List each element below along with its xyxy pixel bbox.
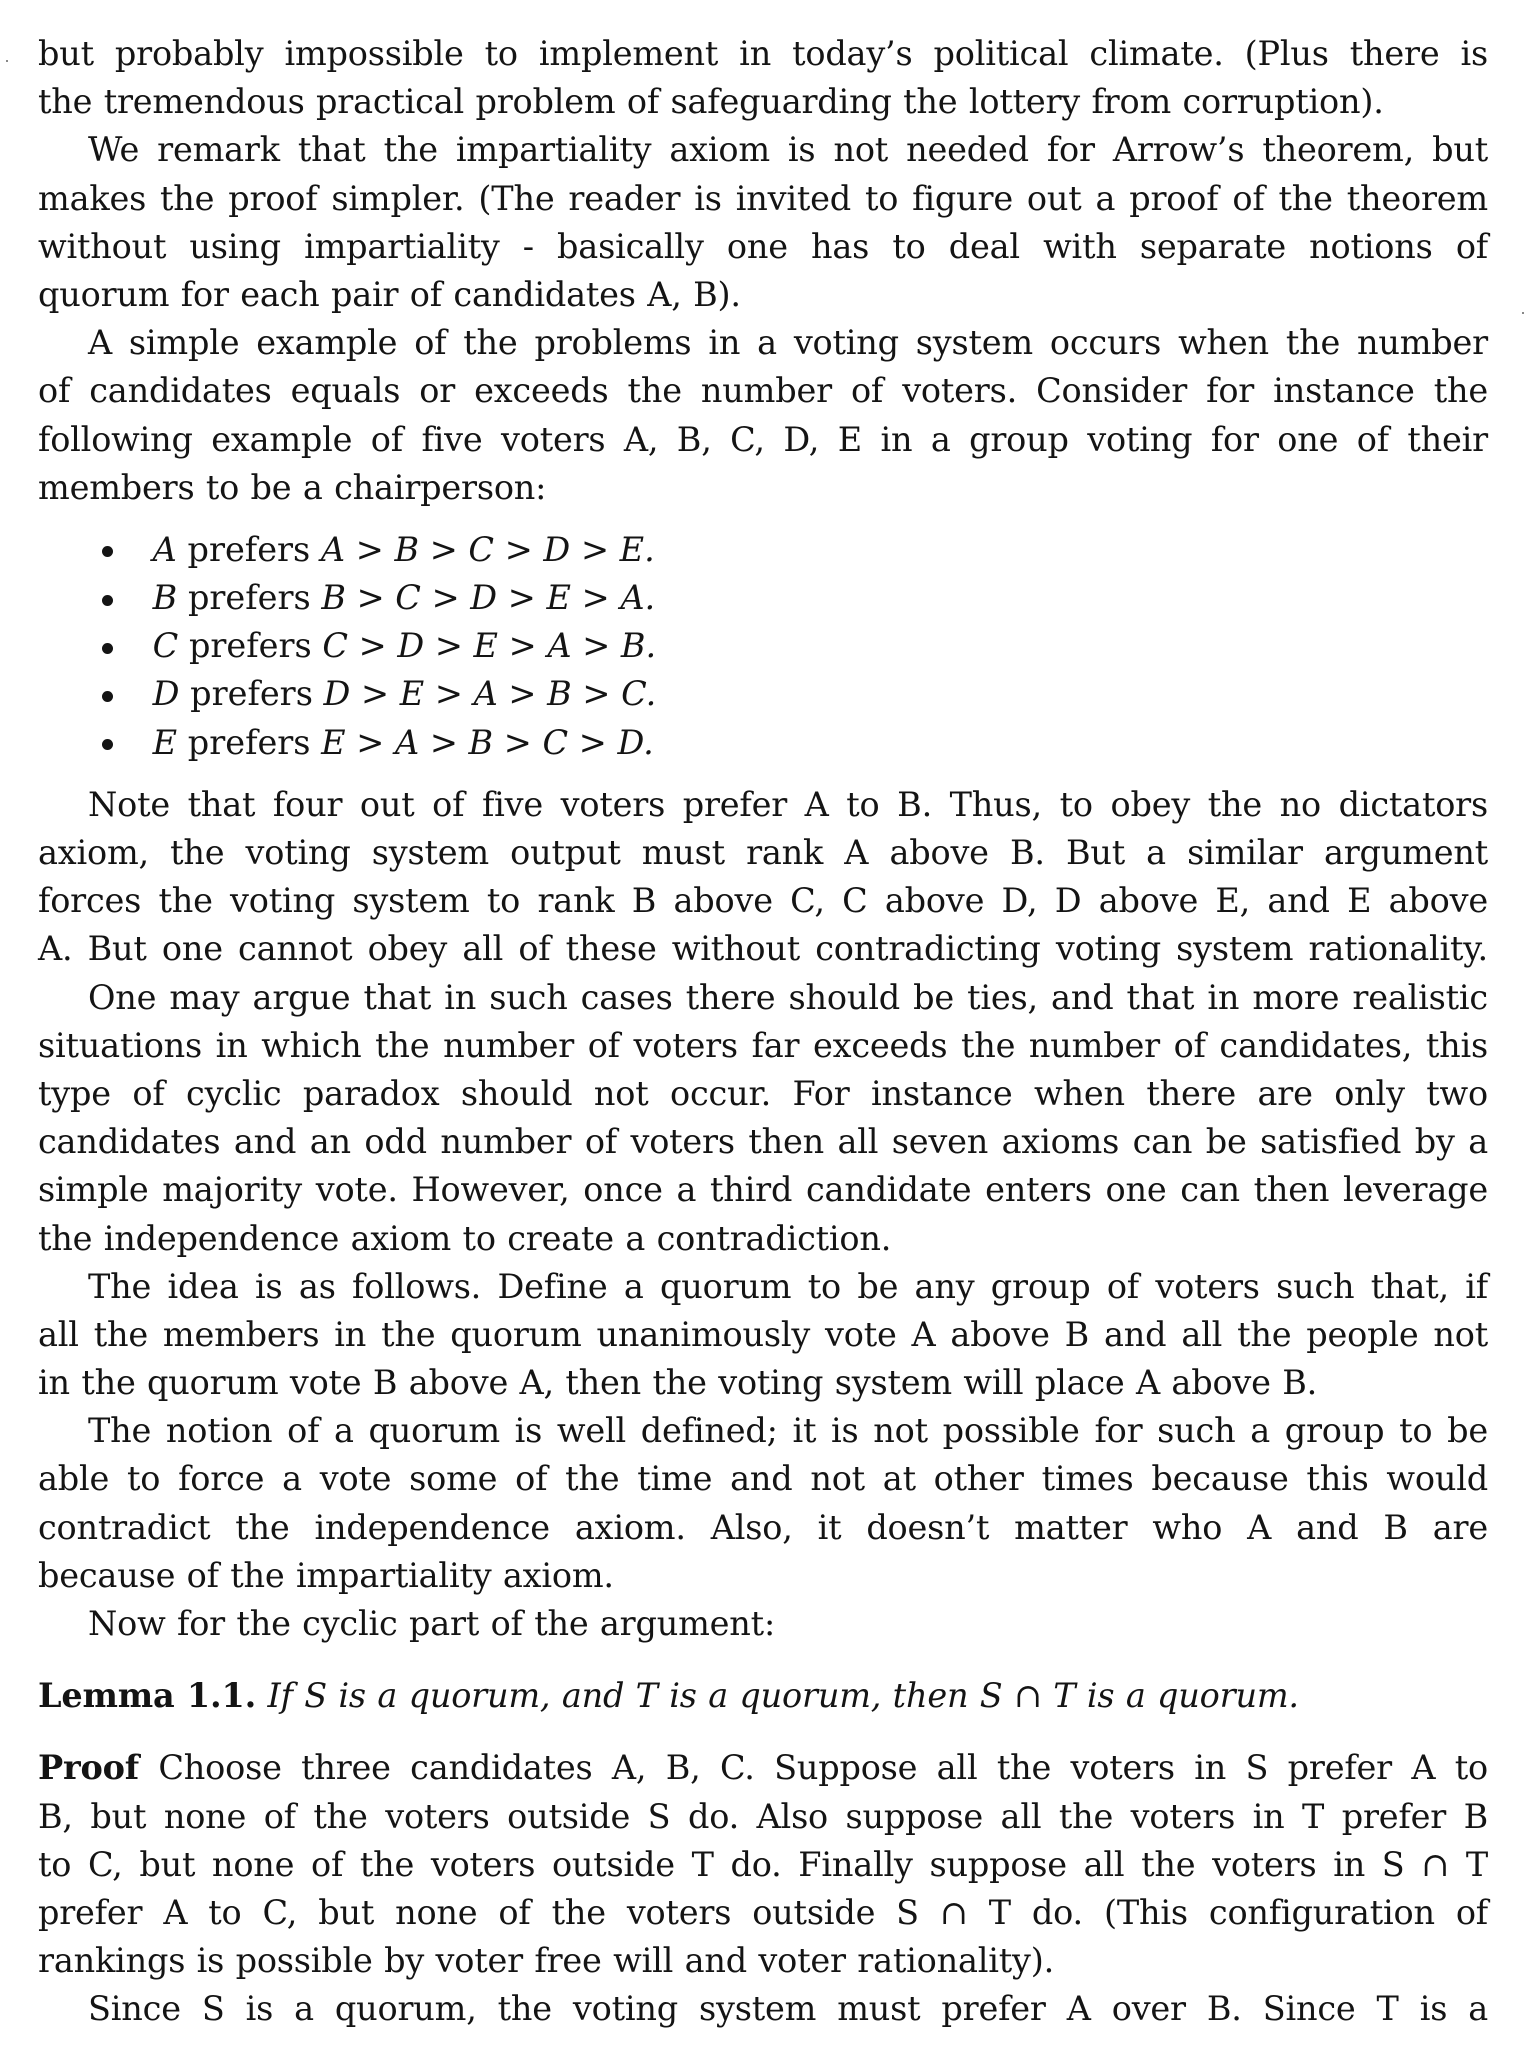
bullet-icon [98,670,142,718]
proof-first-line [38,1744,1488,1792]
preference-ranking: C > D > E > A > B. [322,626,657,666]
text-line: following example of five voters A, B, C, D, E in a group voting for one of their [38,419,1488,459]
preference-ranking: D > E > A > B > C. [323,674,657,714]
text-line: to C, but none of the voters outside T do. Finally suppose all the voters in S ∩ T [38,1844,1488,1884]
text-line: A simple example of the problems in a voting system occurs when the number [88,323,1488,363]
preference-ranking: A > B > C > D > E. [320,529,655,569]
text-line: simple majority vote. However, once a third candidate enters one can then leverage [38,1170,1488,1210]
text-line: in the quorum vote B above A, then the voting system will place A above B. [38,1363,1318,1403]
preference-list [38,526,1488,767]
lemma-line [38,1672,1488,1720]
preference-verb: prefers [190,674,313,714]
lemma-label: Lemma 1.1. [38,1676,257,1716]
paragraph-remark [38,126,1488,319]
paragraph-continuation [38,30,1488,126]
paragraph-ties [38,974,1488,1263]
lemma-statement: If S is a quorum, and T is a quorum, then S ∩ T is a quorum. [267,1676,1299,1716]
text-line: of candidates equals or exceeds the number of voters. Consider for instance the [38,371,1488,411]
voter-name: C [152,626,179,666]
voter-name: B [152,578,178,618]
bullet-icon [98,526,142,574]
paragraph-note [38,781,1488,974]
text-line: Since S is a quorum, the voting system must prefer A over B. Since T is a [88,1989,1488,2029]
preference-list-item [98,574,1488,622]
text-line: the tremendous practical problem of safeguarding the lottery from corruption). [38,82,1384,122]
text-line: One may argue that in such cases there should be ties, and that in more realistic [88,977,1488,1017]
text-line: able to force a vote some of the time and not at other times because this would [38,1459,1488,1499]
text-line: members to be a chairperson: [38,467,547,507]
voter-name: A [152,529,177,569]
text-line: because of the impartiality axiom. [38,1555,614,1595]
preference-ranking: E > A > B > C > D. [321,722,654,762]
text-line: the independence axiom to create a contradiction. [38,1218,892,1258]
text-line: contradict the independence axiom. Also, it doesn’t matter who A and B are [38,1507,1488,1547]
text-line: Note that four out of five voters prefer A to B. Thus, to obey the no dictators [88,784,1488,824]
text-line: The idea is as follows. Define a quorum to be any group of voters such that, if [88,1266,1488,1306]
voter-name: D [152,674,180,714]
preference-verb: prefers [187,722,311,762]
document-page [38,30,1488,2034]
bullet-icon [98,574,142,622]
proof-label: Proof [38,1748,139,1788]
proof-block [38,1744,1488,2033]
preference-list-item [98,719,1488,767]
text-line: forces the voting system to rank B above C, C above D, D above E, and E above [38,881,1488,921]
text-line: B, but none of the voters outside S do. Also suppose all the voters in T prefer B [38,1796,1488,1836]
preference-verb: prefers [187,529,311,569]
text-line: but probably impossible to implement in today’s political climate. (Plus there is [38,34,1488,73]
text-line: axiom, the voting system output must rank A above B. But a similar argument [38,833,1488,872]
text-line: candidates and an odd number of voters then all seven axioms can be satisfied by a [38,1122,1488,1162]
preference-list-item [98,670,1488,718]
preference-verb: prefers [188,626,312,666]
text-line: quorum for each pair of candidates A, B). [38,274,741,314]
text-line: Now for the cyclic part of the argument: [88,1604,776,1643]
lemma-block [38,1672,1488,1720]
text-line: without using impartiality - basically one has to deal with separate notions of [38,226,1488,266]
bullet-icon [98,622,142,670]
scan-speck [6,60,8,62]
text-line: type of cyclic paradox should not occur. For instance when there are only two [38,1073,1488,1113]
text-line-content: Choose three candidates A, B, C. Suppose all the voters in S prefer A to [158,1748,1488,1788]
text-line: all the members in the quorum unanimously vote A above B and all the people not [38,1314,1488,1354]
preference-list-item [98,526,1488,574]
text-line: situations in which the number of voters far exceeds the number of candidates, this [38,1025,1488,1065]
scan-speck [1522,312,1524,314]
text-line: rankings is possible by voter free will and voter rationality). [38,1941,1055,1981]
text-line: makes the proof simpler. (The reader is invited to figure out a proof of the theorem [38,178,1488,218]
paragraph-notion [38,1407,1488,1600]
paragraph-example [38,319,1488,512]
voter-name: E [152,722,178,762]
preference-verb: prefers [187,578,311,618]
paragraph-quorum-definition [38,1263,1488,1408]
preference-list-item [98,622,1488,670]
paragraph-cyclic [38,1600,1488,1648]
text-line: prefer A to C, but none of the voters outside S ∩ T do. (This configuration of [38,1892,1488,1932]
text-line: The notion of a quorum is well defined; it is not possible for such a group to be [88,1411,1488,1451]
bullet-icon [98,719,142,767]
text-line: A. But one cannot obey all of these without contradicting voting system rationality. [38,929,1488,969]
preference-ranking: B > C > D > E > A. [321,578,656,618]
text-line: We remark that the impartiality axiom is not needed for Arrow’s theorem, but [88,130,1488,170]
